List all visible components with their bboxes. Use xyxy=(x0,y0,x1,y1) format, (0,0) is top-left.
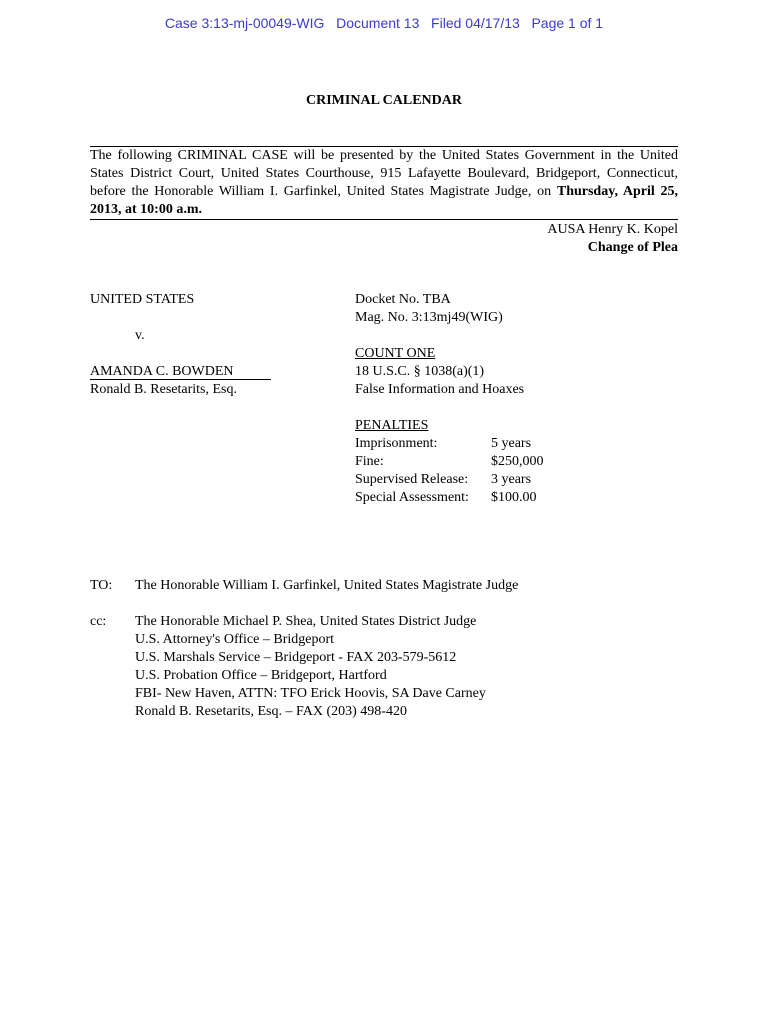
to-recipient: The Honorable William I. Garfinkel, United States Magistrate Judge xyxy=(135,578,519,593)
ausa-block xyxy=(90,221,678,257)
docket-number: Docket No. TBA xyxy=(355,292,451,307)
cc-recipient: U.S. Attorney's Office – Bridgeport xyxy=(135,632,335,647)
penalty-value: 3 years xyxy=(491,472,532,487)
document-title: CRIMINAL CALENDAR xyxy=(306,93,462,108)
document-number: Document 13 xyxy=(336,15,420,31)
defense-counsel: Ronald B. Resetarits, Esq. xyxy=(90,382,237,397)
penalty-row xyxy=(355,453,675,471)
case-details xyxy=(355,291,675,507)
to-row xyxy=(90,577,690,595)
count-statute: 18 U.S.C. § 1038(a)(1) xyxy=(355,364,485,379)
spacer xyxy=(355,327,675,345)
penalties-heading: PENALTIES xyxy=(355,418,429,433)
intro-paragraph xyxy=(90,147,678,219)
case-caption xyxy=(90,291,340,399)
spacer xyxy=(355,399,675,417)
to-label: TO: xyxy=(90,578,113,593)
defendant-name: AMANDA C. BOWDEN xyxy=(90,364,271,380)
distribution-list xyxy=(90,577,690,721)
cc-recipient: U.S. Marshals Service – Bridgeport - FAX 203-579-5612 xyxy=(135,650,457,665)
penalty-label: Fine: xyxy=(355,454,384,469)
cc-recipients xyxy=(135,613,486,721)
penalty-value: $100.00 xyxy=(491,490,537,505)
case-number: Case 3:13-mj-00049-WIG xyxy=(164,15,325,31)
spacer xyxy=(90,309,340,327)
cc-recipient: Ronald B. Resetarits, Esq. – FAX (203) 498-420 xyxy=(135,704,407,719)
hearing-type: Change of Plea xyxy=(587,240,678,255)
penalty-row xyxy=(355,471,675,489)
cc-recipient: The Honorable Michael P. Shea, United States District Judge xyxy=(135,614,477,629)
penalty-label: Special Assessment: xyxy=(355,490,469,505)
count-description: False Information and Hoaxes xyxy=(355,382,525,397)
filed-date: Filed 04/17/13 xyxy=(431,15,520,31)
cc-label: cc: xyxy=(90,614,107,629)
penalty-value: $250,000 xyxy=(491,454,544,469)
penalty-row xyxy=(355,435,675,453)
cc-recipient: FBI- New Haven, ATTN: TFO Erick Hoovis, SA Dave Carney xyxy=(135,686,486,701)
spacer xyxy=(90,595,690,613)
spacer xyxy=(90,345,340,363)
penalty-label: Supervised Release: xyxy=(355,472,469,487)
cc-row xyxy=(90,613,690,721)
cc-recipient: U.S. Probation Office – Bridgeport, Hartford xyxy=(135,668,387,683)
penalty-row xyxy=(355,489,675,507)
hearing-date: Thursday, April 25, 2013, at 10:00 a.m. xyxy=(90,184,679,217)
plaintiff: UNITED STATES xyxy=(90,292,195,307)
count-heading: COUNT ONE xyxy=(355,346,436,361)
versus: v. xyxy=(135,328,145,343)
intro-text: The following CRIMINAL CASE will be presented by the United States Government in the United States District Court, United States Courthouse, 915 Lafayette Boulevard, Bridgeport, Connecticut, before the Honorable William I. Garfinkel, United States Magistrate Judge, on xyxy=(90,148,678,199)
page-indicator: Page 1 of 1 xyxy=(531,15,604,31)
penalty-value: 5 years xyxy=(491,436,532,451)
bottom-divider xyxy=(90,219,678,220)
penalty-label: Imprisonment: xyxy=(355,436,438,451)
mag-number: Mag. No. 3:13mj49(WIG) xyxy=(355,310,503,325)
ausa-name: AUSA Henry K. Kopel xyxy=(547,222,678,237)
filing-header xyxy=(0,15,768,31)
